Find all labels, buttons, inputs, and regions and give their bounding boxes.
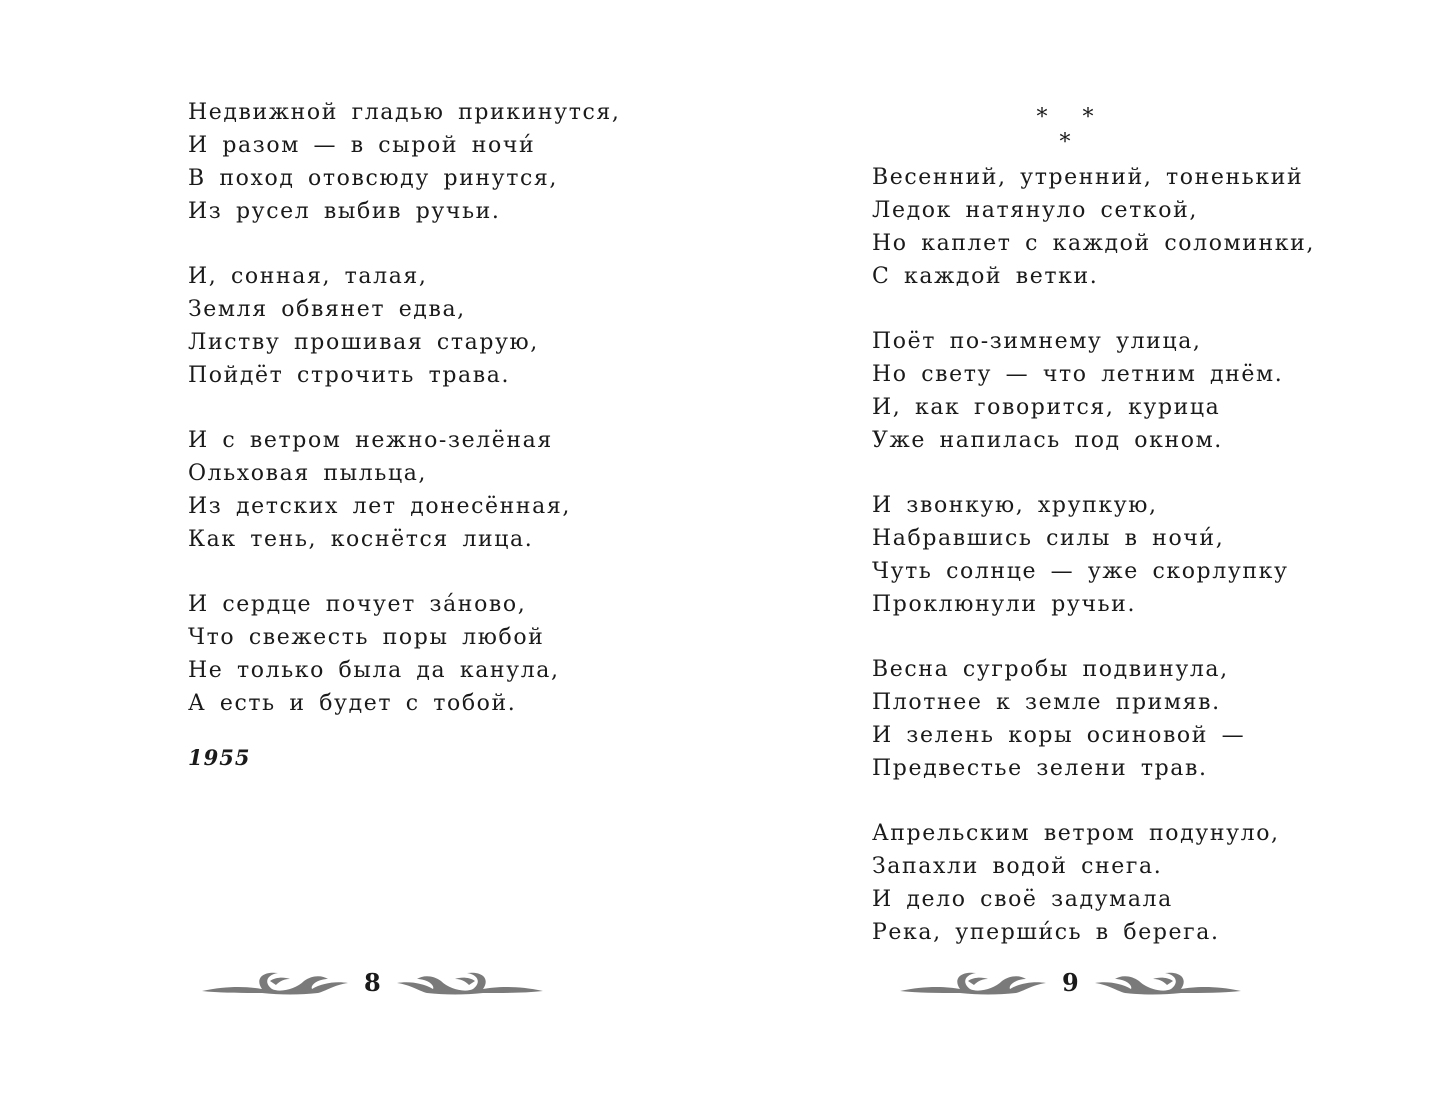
- poem-line: Апрельским ветром подунуло,: [872, 821, 1280, 846]
- poem-line: Пойдёт строчить трава.: [188, 363, 511, 388]
- poem-line: С каждой ветки.: [872, 264, 1099, 289]
- poem-line: Листву прошивая старую,: [188, 330, 539, 355]
- ornament-left-icon: [200, 967, 350, 997]
- poem-line: Не только была да канула,: [188, 658, 560, 683]
- poem-separator: * * *: [1036, 105, 1108, 155]
- poem-line: Земля обвянет едва,: [188, 297, 466, 322]
- poem-line: И, сонная, талая,: [188, 264, 428, 289]
- poem-line: Как тень, коснётся лица.: [188, 527, 534, 552]
- poem-line: И, как говорится, курица: [872, 395, 1221, 420]
- stanza: [188, 260, 620, 392]
- stanza: [872, 489, 1315, 621]
- poem-line: Плотнее к земле примяв.: [872, 690, 1221, 715]
- poem-line: И с ветром нежно-зелёная: [188, 428, 553, 453]
- poem-line: И разом — в сырой ночи́: [188, 133, 536, 158]
- poem-line: И дело своё задумала: [872, 887, 1173, 912]
- left-page-poem: [188, 96, 620, 752]
- ornament-right-icon: [395, 967, 545, 997]
- poem-line: Весна сугробы подвинула,: [872, 657, 1229, 682]
- poem-line: И сердце почует за́ново,: [188, 592, 527, 617]
- poem-line: Ледок натянуло сеткой,: [872, 198, 1198, 223]
- poem-line: И зелень коры осиновой —: [872, 723, 1246, 748]
- stanza: [872, 817, 1315, 949]
- left-page-footer: [200, 962, 545, 1002]
- stanza: [188, 588, 620, 720]
- poem-line: Запахли водой снега.: [872, 854, 1163, 879]
- right-page-footer: [898, 962, 1243, 1002]
- stanza: [188, 96, 620, 228]
- poem-line: Река, уперши́сь в берега.: [872, 920, 1220, 945]
- poem-line: Весенний, утренний, тоненький: [872, 165, 1304, 190]
- ornament-left-icon: [898, 967, 1048, 997]
- poem-line: Набравшись силы в ночи́,: [872, 526, 1225, 551]
- stanza: [872, 325, 1315, 457]
- stanza: [872, 161, 1315, 293]
- stanza: [188, 424, 620, 556]
- page-number: 8: [364, 967, 381, 997]
- poem-line: Предвестье зелени трав.: [872, 756, 1208, 781]
- poem-line: В поход отовсюду ринутся,: [188, 166, 558, 191]
- poem-year: 1955: [188, 745, 251, 770]
- poem-line: Ольховая пыльца,: [188, 461, 427, 486]
- poem-line: Недвижной гладью прикинутся,: [188, 100, 621, 125]
- page-number: 9: [1062, 967, 1079, 997]
- right-page-poem: [872, 161, 1315, 981]
- poem-line: Что свежесть поры любой: [188, 625, 545, 650]
- poem-line: Из детских лет донесённая,: [188, 494, 571, 519]
- poem-line: Но свету — что летним днём.: [872, 362, 1284, 387]
- poem-line: Чуть солнце — уже скорлупку: [872, 559, 1289, 584]
- ornament-right-icon: [1093, 967, 1243, 997]
- poem-line: А есть и будет с тобой.: [188, 691, 517, 716]
- poem-line: Уже напилась под окном.: [872, 428, 1223, 453]
- stanza: [872, 653, 1315, 785]
- poem-line: Поёт по-зимнему улица,: [872, 329, 1202, 354]
- poem-line: И звонкую, хрупкую,: [872, 493, 1158, 518]
- poem-line: Но каплет с каждой соломинки,: [872, 231, 1316, 256]
- poem-line: Из русел выбив ручьи.: [188, 199, 501, 224]
- poem-line: Проклюнули ручьи.: [872, 592, 1137, 617]
